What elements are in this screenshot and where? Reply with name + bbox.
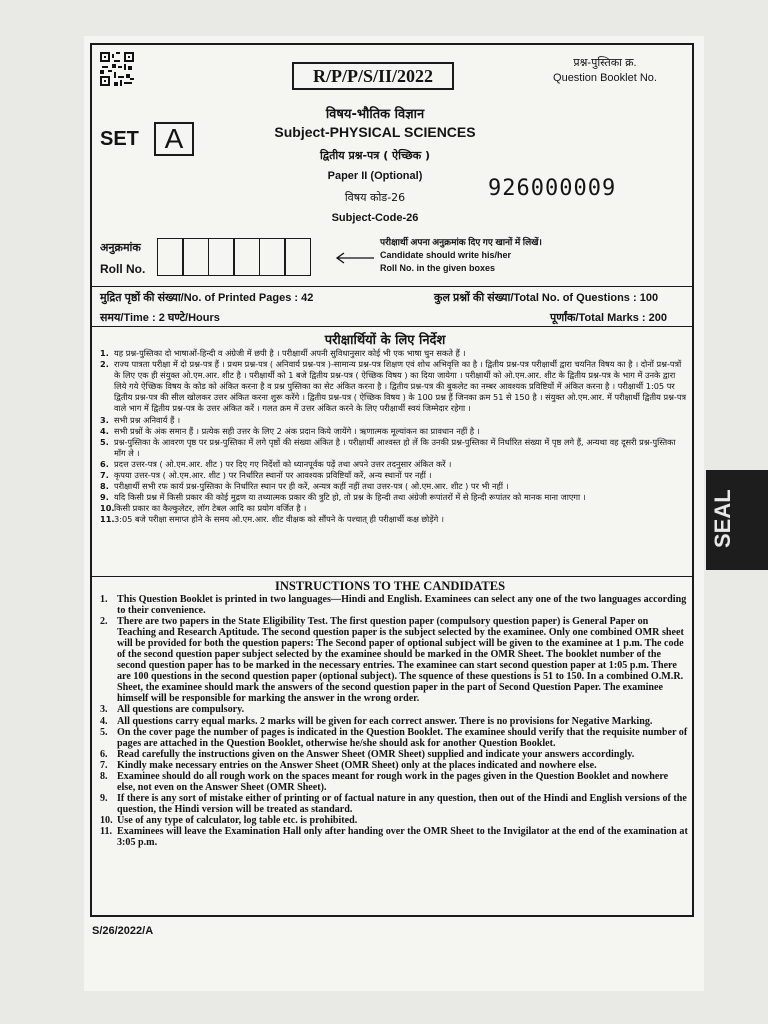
instruction-item [100, 514, 688, 525]
subject-code-hi: विषय कोड-26 [344, 191, 406, 204]
qr-code-icon [100, 52, 134, 86]
instruction-text: If there is any sort of mistake either of printing or of factual nature in any question, then out of the Hindi and English versions of the question, the Hindi version will be treated as standard. [117, 792, 687, 815]
roll-number-note-en-line2: Roll No. in the given boxes [380, 263, 496, 273]
instruction-item [100, 348, 688, 359]
paper-code: R/P/P/S/II/2022 [292, 62, 454, 90]
instruction-item [100, 616, 688, 704]
roll-number-box[interactable] [259, 238, 286, 276]
roll-number-label-en: Roll No. [100, 262, 146, 276]
instruction-item [100, 492, 688, 503]
instruction-number: 1. [100, 594, 108, 605]
total-questions: कुल प्रश्नों की संख्या/Total No. of Questions : 100 [434, 292, 659, 304]
arrow-left-icon [334, 252, 374, 264]
instruction-text: प्रश्न-पुस्तिका के आवरण पृष्ठ पर प्रश्न-पुस्तिका में लगे पृष्ठों की संख्या अंकित है । परीक्षार्थी आश्वस्त हो लें कि उनकी प्रश्न-पुस्तिका में निर्धारित संख्या में पृष्ठ लगे हैं, अन्यथा वह दूसरी प्रश्न-पुस्तिका माँग ले । [114, 436, 676, 458]
instruction-item [100, 359, 688, 414]
instruction-text: Examinee should do all rough work on the spaces meant for rough work in the pages given in the Question Booklet and nowhere else, not even on the Answer Sheet (OMR Sheet). [117, 770, 669, 793]
instruction-item [100, 749, 688, 760]
paper-title-en: Paper II (Optional) [327, 170, 423, 182]
paper-title-hi: द्वितीय प्रश्न-पत्र ( ऐच्छिक ) [319, 149, 431, 162]
instruction-text: On the cover page the number of pages is indicated in the Question Booklet. The examinee should verify that the requisite number of pages are attached in the Question Booklet, otherwise he/she should ask for another Question Booklet. [117, 726, 688, 749]
instruction-item [100, 415, 688, 426]
instruction-item [100, 470, 688, 481]
instruction-number: 8. [100, 770, 108, 782]
instruction-number: 6. [100, 748, 108, 760]
instruction-number: 3. [100, 704, 108, 716]
roll-number-box[interactable] [233, 238, 260, 276]
instruction-item [100, 727, 688, 749]
set-label: SET [100, 128, 139, 150]
divider [92, 286, 692, 287]
instruction-number: 9. [100, 792, 108, 804]
instruction-item [100, 716, 688, 727]
roll-number-note [380, 236, 580, 275]
roll-number-box[interactable] [182, 238, 209, 276]
question-booklet-label-hi: प्रश्न-पुस्तिका क्र. [573, 57, 637, 69]
printed-pages: मुद्रित पृष्ठों की संख्या/No. of Printed Pages : 42 [100, 292, 314, 304]
time-allowed: समय/Time : 2 घण्टे/Hours [100, 312, 220, 324]
instruction-item [100, 426, 688, 437]
instruction-number: 4. [100, 715, 108, 727]
hindi-instructions-heading: परीक्षार्थियों के लिए निर्देश [324, 333, 446, 348]
roll-number-note-en-line1: Candidate should write his/her [380, 250, 512, 260]
instruction-item [100, 459, 688, 470]
total-marks: पूर्णांक/Total Marks : 200 [550, 312, 667, 324]
instruction-number: 10. [100, 503, 115, 514]
roll-number-label-hi: अनुक्रमांक [100, 241, 141, 254]
instruction-text: All questions carry equal marks. 2 marks will be given for each correct answer. There is no provisions for Negative Marking. [117, 715, 653, 727]
instruction-number: 11. [100, 825, 113, 837]
set-value: A [154, 122, 194, 156]
instruction-item [100, 815, 688, 826]
instruction-number: 2. [100, 616, 108, 628]
instruction-text: सभी प्रश्नों के अंक समान हैं । प्रत्येक सही उत्तर के लिए 2 अंक प्रदान किये जायेंगे । ऋणात्मक मूल्यांकन का प्रावधान नहीं है । [114, 425, 480, 436]
instruction-item [100, 481, 688, 492]
instruction-item [100, 503, 688, 514]
instruction-number: 7. [100, 759, 108, 771]
instruction-number: 7. [100, 470, 109, 481]
instruction-number: 11. [100, 514, 115, 525]
english-instructions-heading: INSTRUCTIONS TO THE CANDIDATES [274, 579, 506, 593]
roll-number-note-hi: परीक्षार्थी अपना अनुक्रमांक दिए गए खानों में लिखें। [380, 237, 542, 247]
instruction-text: 3:05 बजे परीक्षा समाप्त होने के समय ओ.एम.आर. शीट वीक्षक को सौंपने के पश्चात् ही परीक्षार्थी कक्ष छोड़ेंगे । [114, 514, 444, 525]
hindi-instructions-list [100, 348, 688, 526]
subject-title-hi: विषय-भौतिक विज्ञान [325, 107, 425, 122]
instruction-text: This Question Booklet is printed in two languages—Hindi and English. Examinees can select any one of the two languages according to their convenience. [117, 594, 687, 617]
instruction-text: Examinees will leave the Examination Hall only after handing over the OMR Sheet to the Invigilator at the end of the examination at 3:05 p.m. [117, 825, 688, 849]
instruction-text: सभी प्रश्न अनिवार्य हैं । [114, 414, 181, 425]
instruction-text: Use of any type of calculator, log table etc. is prohibited. [117, 814, 358, 826]
instruction-number: 10. [100, 814, 113, 826]
instruction-number: 5. [100, 726, 108, 738]
question-booklet-label [520, 56, 690, 86]
instruction-text: Kindly make necessary entries on the Answer Sheet (OMR Sheet) only at the places indicated and nowhere else. [117, 759, 597, 771]
instruction-item [100, 704, 688, 715]
english-instructions-list [100, 594, 688, 848]
question-booklet-label-en: Question Booklet No. [553, 72, 657, 84]
instruction-number: 9. [100, 492, 109, 503]
instruction-number: 8. [100, 481, 109, 492]
instruction-number: 1. [100, 348, 109, 358]
instruction-text: यह प्रश्न-पुस्तिका दो भाषाओं-हिन्दी व अंग्रेजी में छपी है । परीक्षार्थी अपनी सुविधानुसार कोई भी एक भाषा चुन सकते हैं । [114, 348, 466, 358]
roll-number-box[interactable] [157, 238, 184, 276]
instruction-number: 2. [100, 359, 109, 370]
instruction-item [100, 594, 688, 616]
roll-number-box[interactable] [284, 238, 311, 276]
instruction-item [100, 760, 688, 771]
roll-number-boxes[interactable] [158, 238, 311, 276]
instruction-text: All questions are compulsory. [117, 704, 245, 716]
footer-code: S/26/2022/A [92, 925, 154, 937]
instruction-item [100, 793, 688, 815]
instruction-number: 4. [100, 425, 109, 436]
instruction-number: 6. [100, 458, 109, 469]
question-booklet-number: 926000009 [488, 176, 617, 201]
instruction-text: परीक्षार्थी सभी रफ कार्य प्रश्न-पुस्तिका के निर्धारित स्थान पर ही करें, अन्यत्र कहीं नहीं तथा उत्तर-पत्र ( ओ.एम.आर. शीट ) पर भी नहीं । [114, 481, 509, 492]
subject-title-en: Subject-PHYSICAL SCIENCES [274, 124, 476, 140]
instruction-text: राज्य पात्रता परीक्षा में दो प्रश्न-पत्र हैं । प्रथम प्रश्न-पत्र ( अनिवार्य प्रश्न-पत्र )-सामान्य प्रश्न-पत्र शिक्षण एवं शोध अभिवृत्ति का है । द्वितीय प्रश्न-पत्र परीक्षार्थी द्वारा चयनित विषय का है । दोनों प्रश्न-पत्रों के लिए एक ही संयुक्त ओ.एम.आर. शीट है । परीक्षार्थी को 1 बजे द्वितीय प्रश्न-पत्र ( ऐच्छिक विषय ) का दिया जायेगा । परीक्षार्थी को ओ.एम.आर. शीट के द्वितीय प्रश्न-पत्र के भाग में उनके द्वारा लिये गये ऐच्छिक विषय के कोड को अंकित करना है व प्रश्न पुस्तिका का सेट अंकित करना है । द्वितीय प्रश्न-पत्र की बुकलेट का नम्बर आवश्यक प्रविष्टियों में अंकित करना है । परीक्षार्थी 1:05 पर द्वितीय प्रश्न-पत्र की सील खोलकर उत्तर अंकित करना शुरू करेंगे । द्वितीय प्रश्न-पत्र ( ऐच्छिक विषय ) के 100 प्रश्न हैं जिनका क्रम 51 से 150 है । संयुक्त ओ.एम.आर. में परीक्षार्थी द्वितीय प्रश्न-पत्र वाले भाग में द्वितीय प्रश्न-पत्र के उत्तर अंकित करें । गलत क्रम में उत्तर अंकित करने के लिए परीक्षार्थी स्वयं जिम्मेदार रहेगा । [114, 359, 687, 414]
instruction-text: यदि किसी प्रश्न में किसी प्रकार की कोई मुद्रण या तथ्यात्मक प्रकार की त्रुटि हो, तो प्रश्न के हिन्दी तथा अंग्रेजी रूपांतरों में से हिन्दी रूपांतर को मानक माना जाएगा । [114, 492, 586, 503]
seal-sticker [706, 470, 768, 570]
instruction-item [100, 437, 688, 459]
instruction-number: 3. [100, 414, 109, 425]
subject-code-en: Subject-Code-26 [331, 212, 419, 224]
instruction-item [100, 771, 688, 793]
divider [92, 576, 692, 577]
instruction-text: प्रदत्त उत्तर-पत्र ( ओ.एम.आर. शीट ) पर दिए गए निर्देशों को ध्यानपूर्वक पढ़ें तथा अपने उत्तर तदनुसार अंकित करें । [114, 458, 452, 469]
instruction-text: There are two papers in the State Eligibility Test. The first question paper (compulsory question paper) is General Paper on Teaching and Research Aptitude. The second question paper is the subject selected by the examinee. Only one combined OMR sheet will be provided for both the question papers: The Second paper of optional subject will be given to the examinee at 1 p.m. The code of the second question paper subject selected by the examinee should be marked in the OMR Sheet. The booklet number of the second question paper has to be marked in the necessary entries. The examinee can start second question paper at 1:05 p.m. There are 100 questions in the second question paper (optional subject). The squence of these questions is 51 to 150. In a combined O.M.R. Sheet, the examinee should mark the answers of the second question paper in the part of Second Question Paper. The examinee himself will be responsible for marking the answer in the wrong order. [117, 616, 684, 705]
instruction-text: कृपया उत्तर-पत्र ( ओ.एम.आर. शीट ) पर निर्धारित स्थानों पर आवश्यक प्रविष्टियाँ करें, अन्य स्थानों पर नहीं । [114, 470, 432, 481]
seal-label: SEAL [710, 489, 735, 548]
instruction-number: 5. [100, 436, 109, 447]
instruction-text: किसी प्रकार का कैल्कुलेटर, लॉग टेबल आदि का प्रयोग वर्जित है । [114, 503, 307, 514]
divider [92, 326, 692, 327]
roll-number-box[interactable] [208, 238, 235, 276]
instruction-item [100, 826, 688, 848]
instruction-text: Read carefully the instructions given on the Answer Sheet (OMR Sheet) supplied and indicate your answers accordingly. [117, 748, 635, 760]
